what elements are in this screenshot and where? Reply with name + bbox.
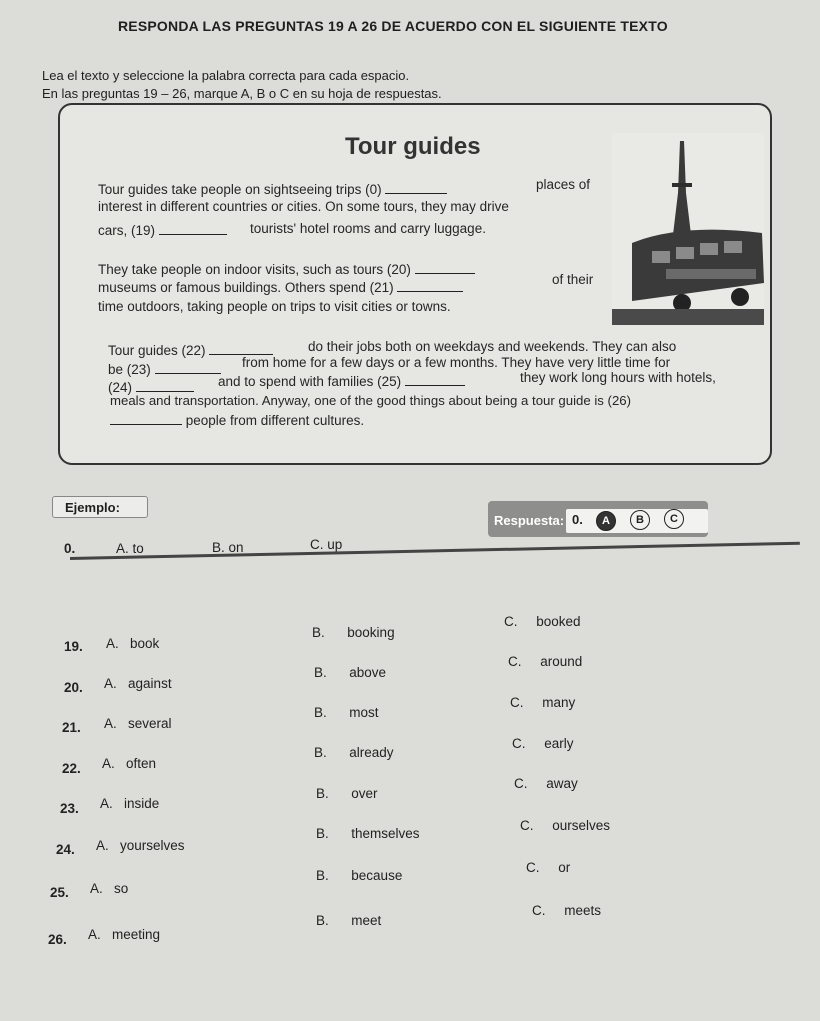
text-line: and to spend with families (25) bbox=[218, 374, 465, 389]
text-line: people from different cultures. bbox=[110, 413, 364, 428]
option-a[interactable]: A. book bbox=[106, 636, 160, 651]
example-number: 0. bbox=[64, 541, 76, 556]
separator-line bbox=[70, 542, 800, 560]
answer-bubble-b[interactable]: B bbox=[630, 510, 650, 530]
option-a[interactable]: A. yourselves bbox=[96, 838, 185, 853]
text-line: Tour guides (22) bbox=[108, 343, 273, 358]
option-a[interactable]: A. inside bbox=[100, 796, 160, 811]
option-b[interactable]: B. themselves bbox=[316, 826, 420, 841]
option-a[interactable]: A. so bbox=[90, 881, 129, 896]
text-line: interest in different countries or cities. On some tours, they may drive bbox=[98, 199, 509, 214]
option-c[interactable]: C. ourselves bbox=[520, 818, 611, 833]
option-c[interactable]: C. or bbox=[526, 860, 571, 875]
question-number: 19. bbox=[64, 639, 83, 654]
question-number: 26. bbox=[48, 932, 67, 947]
option-b[interactable]: B. above bbox=[314, 665, 387, 680]
question-number: 22. bbox=[62, 761, 81, 776]
option-a[interactable]: A. several bbox=[104, 716, 172, 731]
option-c[interactable]: C. many bbox=[510, 695, 576, 710]
text-line: from home for a few days or a few months. They have very little time for bbox=[242, 355, 671, 370]
instruction-line-1: Lea el texto y seleccione la palabra correcta para cada espacio. bbox=[42, 68, 410, 83]
question-number: 24. bbox=[56, 842, 75, 857]
text-line: do their jobs both on weekdays and weekends. They can also bbox=[308, 339, 677, 354]
answer-bubble-c[interactable]: C bbox=[664, 509, 684, 529]
option-b[interactable]: B. because bbox=[316, 868, 403, 883]
option-a[interactable]: A. against bbox=[104, 676, 172, 691]
question-number: 23. bbox=[60, 801, 79, 816]
option-a[interactable]: A. meeting bbox=[88, 927, 161, 942]
option-c[interactable]: C. early bbox=[512, 736, 574, 751]
option-b[interactable]: B. booking bbox=[312, 625, 395, 640]
text-line: museums or famous buildings. Others spend (21) bbox=[98, 280, 463, 295]
option-c[interactable]: C. meets bbox=[532, 903, 602, 918]
option-c[interactable]: C. away bbox=[514, 776, 578, 791]
text-line: time outdoors, taking people on trips to visit cities or towns. bbox=[98, 299, 451, 314]
text-line: They take people on indoor visits, such as tours (20) bbox=[98, 262, 475, 277]
text-line: (24) bbox=[108, 380, 194, 395]
example-option-b: B. on bbox=[212, 540, 244, 555]
option-b[interactable]: B. over bbox=[316, 786, 378, 801]
option-b[interactable]: B. meet bbox=[316, 913, 382, 928]
text-line: they work long hours with hotels, bbox=[520, 370, 716, 385]
tour-bus-photo bbox=[612, 133, 764, 325]
answer-label: Respuesta: bbox=[494, 513, 565, 528]
text-line: places of bbox=[536, 177, 591, 192]
option-b[interactable]: B. already bbox=[314, 745, 394, 760]
page-title: RESPONDA LAS PREGUNTAS 19 A 26 DE ACUERDO CON EL SIGUIENTE TEXTO bbox=[118, 18, 668, 34]
option-c[interactable]: C. booked bbox=[504, 614, 581, 629]
card-title: Tour guides bbox=[345, 133, 481, 160]
instruction-line-2: En las preguntas 19 – 26, marque A, B o C en su hoja de respuestas. bbox=[42, 86, 442, 101]
answer-number: 0. bbox=[572, 512, 583, 527]
text-line: tourists' hotel rooms and carry luggage. bbox=[250, 221, 486, 236]
option-a[interactable]: A. often bbox=[102, 756, 157, 771]
question-number: 25. bbox=[50, 885, 69, 900]
text-line: meals and transportation. Anyway, one of the good things about being a tour guide is (26) bbox=[110, 393, 632, 408]
text-line: Tour guides take people on sightseeing trips (0) bbox=[98, 182, 447, 197]
text-line: cars, (19) bbox=[98, 223, 227, 238]
example-option-c: C. up bbox=[310, 537, 343, 552]
option-b[interactable]: B. most bbox=[314, 705, 379, 720]
option-c[interactable]: C. around bbox=[508, 654, 583, 669]
text-line: of their bbox=[552, 272, 594, 287]
question-number: 20. bbox=[64, 680, 83, 695]
answer-bubble-a[interactable]: A bbox=[596, 511, 616, 531]
question-number: 21. bbox=[62, 720, 81, 735]
example-label: Ejemplo: bbox=[52, 496, 148, 518]
example-option-a: A. to bbox=[116, 541, 144, 556]
text-line: be (23) bbox=[108, 362, 221, 377]
